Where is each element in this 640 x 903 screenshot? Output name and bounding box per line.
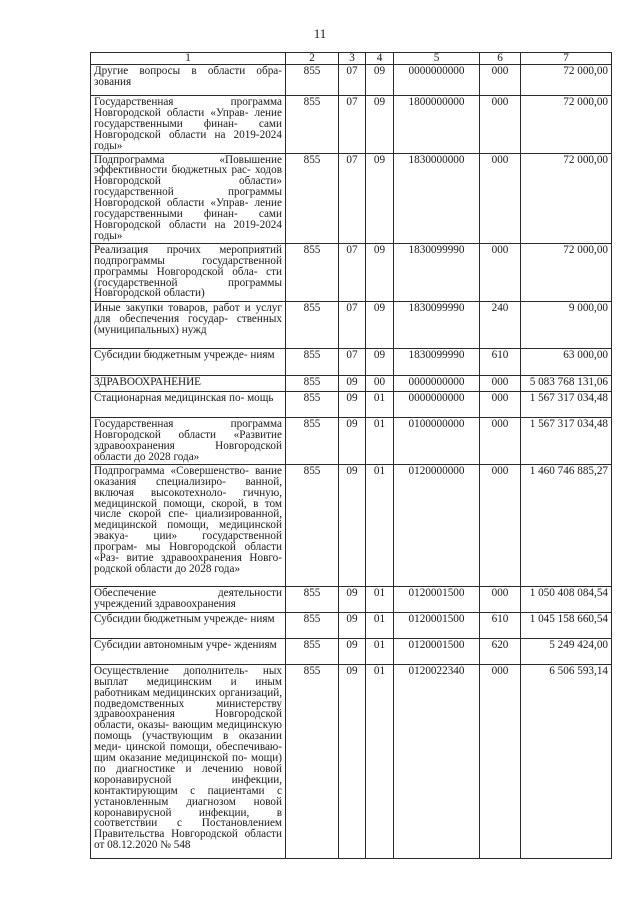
- item-name-cell: Реализация прочих мероприятий подпрограммы государственной программы Новгородской обла- сти (государственной программы Новгородской области): [91, 243, 286, 301]
- amount-cell: 1 567 317 034,48: [521, 391, 612, 417]
- header-cell: 3: [339, 53, 366, 65]
- subsection-cell: 00: [366, 375, 394, 391]
- code-cell: 855: [286, 96, 339, 154]
- item-name-cell: Другие вопросы в области обра- зования: [91, 65, 286, 96]
- expense-type-cell: 000: [480, 417, 521, 464]
- section-cell: 09: [339, 612, 366, 638]
- item-name-cell: Государственная программа Новгородской области «Управ- ление государственными финан- сами Новгородской области на 2019-2024 годы»: [91, 96, 286, 154]
- section-cell: 07: [339, 348, 366, 375]
- target-article-cell: 1800000000: [394, 96, 480, 154]
- expense-type-cell: 240: [480, 301, 521, 348]
- code-cell: 855: [286, 612, 339, 638]
- target-article-cell: 1830099990: [394, 301, 480, 348]
- table-row: [91, 664, 612, 858]
- target-article-cell: 1830099990: [394, 348, 480, 375]
- amount-cell: 1 050 408 084,54: [521, 586, 612, 612]
- amount-cell: 9 000,00: [521, 301, 612, 348]
- subsection-cell: 09: [366, 153, 394, 243]
- amount-cell: 1 045 158 660,54: [521, 612, 612, 638]
- section-cell: 07: [339, 65, 366, 96]
- section-cell: 07: [339, 243, 366, 301]
- expense-type-cell: 000: [480, 391, 521, 417]
- target-article-cell: 1830099990: [394, 243, 480, 301]
- section-cell: 09: [339, 375, 366, 391]
- amount-cell: 1 460 746 885,27: [521, 464, 612, 586]
- table-row: [91, 65, 612, 96]
- expense-type-cell: 000: [480, 375, 521, 391]
- section-cell: 07: [339, 96, 366, 154]
- amount-cell: 1 567 317 034,48: [521, 417, 612, 464]
- item-name-cell: Субсидии бюджетным учрежде- ниям: [91, 612, 286, 638]
- expense-type-cell: 000: [480, 96, 521, 154]
- target-article-cell: 0100000000: [394, 417, 480, 464]
- expense-type-cell: 000: [480, 464, 521, 586]
- item-name-cell: Подпрограмма «Совершенство- вание оказания специализиро- ванной, включая высокотехноло- гичную, медицинской помощи, скорой, в том числе скорой спе- циализированной, медицинской помощи, медицинской эвакуа- ции» государственной програм- мы Новгородской области «Раз- витие здравоохранения Новго- родской области до 2028 года»: [91, 464, 286, 586]
- target-article-cell: 0120001500: [394, 586, 480, 612]
- table-row: [91, 638, 612, 664]
- item-name-cell: Субсидии автономным учре- ждениям: [91, 638, 286, 664]
- section-cell: 09: [339, 417, 366, 464]
- target-article-cell: 0120001500: [394, 638, 480, 664]
- expense-type-cell: 610: [480, 612, 521, 638]
- table-header-row: [91, 53, 612, 65]
- amount-cell: 72 000,00: [521, 243, 612, 301]
- table-row: [91, 153, 612, 243]
- item-name-cell: Осуществление дополнитель- ных выплат медицинским и иным работникам медицинских организаций, подведомственных министерству здравоохранения Новгородской области, оказы- вающим медицинскую помощь (участвующим в оказании меди- цинской помощи, обеспечиваю- щим оказание медицинской по- мощи) по диагностике и лечению новой коронавирусной инфекции, контактирующим с пациентами с установленным диагнозом новой коронавирусной инфекции, в соответствии с Постановлением Правительства Новгородской области от 08.12.2020 № 548: [91, 664, 286, 858]
- target-article-cell: 0000000000: [394, 65, 480, 96]
- subsection-cell: 01: [366, 638, 394, 664]
- budget-table: [90, 52, 612, 859]
- target-article-cell: 1830000000: [394, 153, 480, 243]
- item-name-cell: Стационарная медицинская по- мощь: [91, 391, 286, 417]
- table-row: [91, 464, 612, 586]
- section-cell: 07: [339, 301, 366, 348]
- code-cell: 855: [286, 243, 339, 301]
- expense-type-cell: 000: [480, 664, 521, 858]
- amount-cell: 5 249 424,00: [521, 638, 612, 664]
- table-row: [91, 375, 612, 391]
- header-cell: 4: [366, 53, 394, 65]
- code-cell: 855: [286, 153, 339, 243]
- table-row: [91, 417, 612, 464]
- target-article-cell: 0000000000: [394, 375, 480, 391]
- target-article-cell: 0120001500: [394, 612, 480, 638]
- header-cell: 1: [91, 53, 286, 65]
- section-cell: 09: [339, 586, 366, 612]
- code-cell: 855: [286, 464, 339, 586]
- section-cell: 09: [339, 464, 366, 586]
- code-cell: 855: [286, 664, 339, 858]
- subsection-cell: 09: [366, 348, 394, 375]
- amount-cell: 72 000,00: [521, 153, 612, 243]
- subsection-cell: 09: [366, 301, 394, 348]
- subsection-cell: 01: [366, 664, 394, 858]
- target-article-cell: 0120022340: [394, 664, 480, 858]
- amount-cell: 6 506 593,14: [521, 664, 612, 858]
- header-cell: 7: [521, 53, 612, 65]
- section-cell: 07: [339, 153, 366, 243]
- subsection-cell: 09: [366, 243, 394, 301]
- code-cell: 855: [286, 65, 339, 96]
- amount-cell: 72 000,00: [521, 65, 612, 96]
- table-row: [91, 301, 612, 348]
- table-row: [91, 391, 612, 417]
- amount-cell: 63 000,00: [521, 348, 612, 375]
- table-row: [91, 586, 612, 612]
- expense-type-cell: 000: [480, 243, 521, 301]
- code-cell: 855: [286, 417, 339, 464]
- header-cell: 2: [286, 53, 339, 65]
- subsection-cell: 01: [366, 586, 394, 612]
- header-cell: 5: [394, 53, 480, 65]
- item-name-cell: ЗДРАВООХРАНЕНИЕ: [91, 375, 286, 391]
- code-cell: 855: [286, 391, 339, 417]
- header-cell: 6: [480, 53, 521, 65]
- expense-type-cell: 000: [480, 65, 521, 96]
- section-cell: 09: [339, 391, 366, 417]
- subsection-cell: 01: [366, 391, 394, 417]
- item-name-cell: Иные закупки товаров, работ и услуг для обеспечения государ- ственных (муниципальных) нужд: [91, 301, 286, 348]
- section-cell: 09: [339, 664, 366, 858]
- page-number: 11: [313, 26, 327, 41]
- table-row: [91, 243, 612, 301]
- subsection-cell: 01: [366, 417, 394, 464]
- table-row: [91, 612, 612, 638]
- expense-type-cell: 620: [480, 638, 521, 664]
- subsection-cell: 09: [366, 96, 394, 154]
- table-row: [91, 96, 612, 154]
- subsection-cell: 01: [366, 464, 394, 586]
- amount-cell: 72 000,00: [521, 96, 612, 154]
- code-cell: 855: [286, 375, 339, 391]
- expense-type-cell: 000: [480, 586, 521, 612]
- section-cell: 09: [339, 638, 366, 664]
- subsection-cell: 09: [366, 65, 394, 96]
- target-article-cell: 0000000000: [394, 391, 480, 417]
- code-cell: 855: [286, 348, 339, 375]
- code-cell: 855: [286, 586, 339, 612]
- code-cell: 855: [286, 301, 339, 348]
- target-article-cell: 0120000000: [394, 464, 480, 586]
- item-name-cell: Государственная программа Новгородской области «Развитие здравоохранения Новгородской области до 2028 года»: [91, 417, 286, 464]
- amount-cell: 5 083 768 131,06: [521, 375, 612, 391]
- item-name-cell: Субсидии бюджетным учрежде- ниям: [91, 348, 286, 375]
- item-name-cell: Обеспечение деятельности учреждений здравоохранения: [91, 586, 286, 612]
- table-row: [91, 348, 612, 375]
- item-name-cell: Подпрограмма «Повышение эффективности бюджетных рас- ходов Новгородской области» государственной программы Новгородской области «Управ- ление государственными финан- сами Новгородской области на 2019-2024 годы»: [91, 153, 286, 243]
- expense-type-cell: 610: [480, 348, 521, 375]
- expense-type-cell: 000: [480, 153, 521, 243]
- code-cell: 855: [286, 638, 339, 664]
- subsection-cell: 01: [366, 612, 394, 638]
